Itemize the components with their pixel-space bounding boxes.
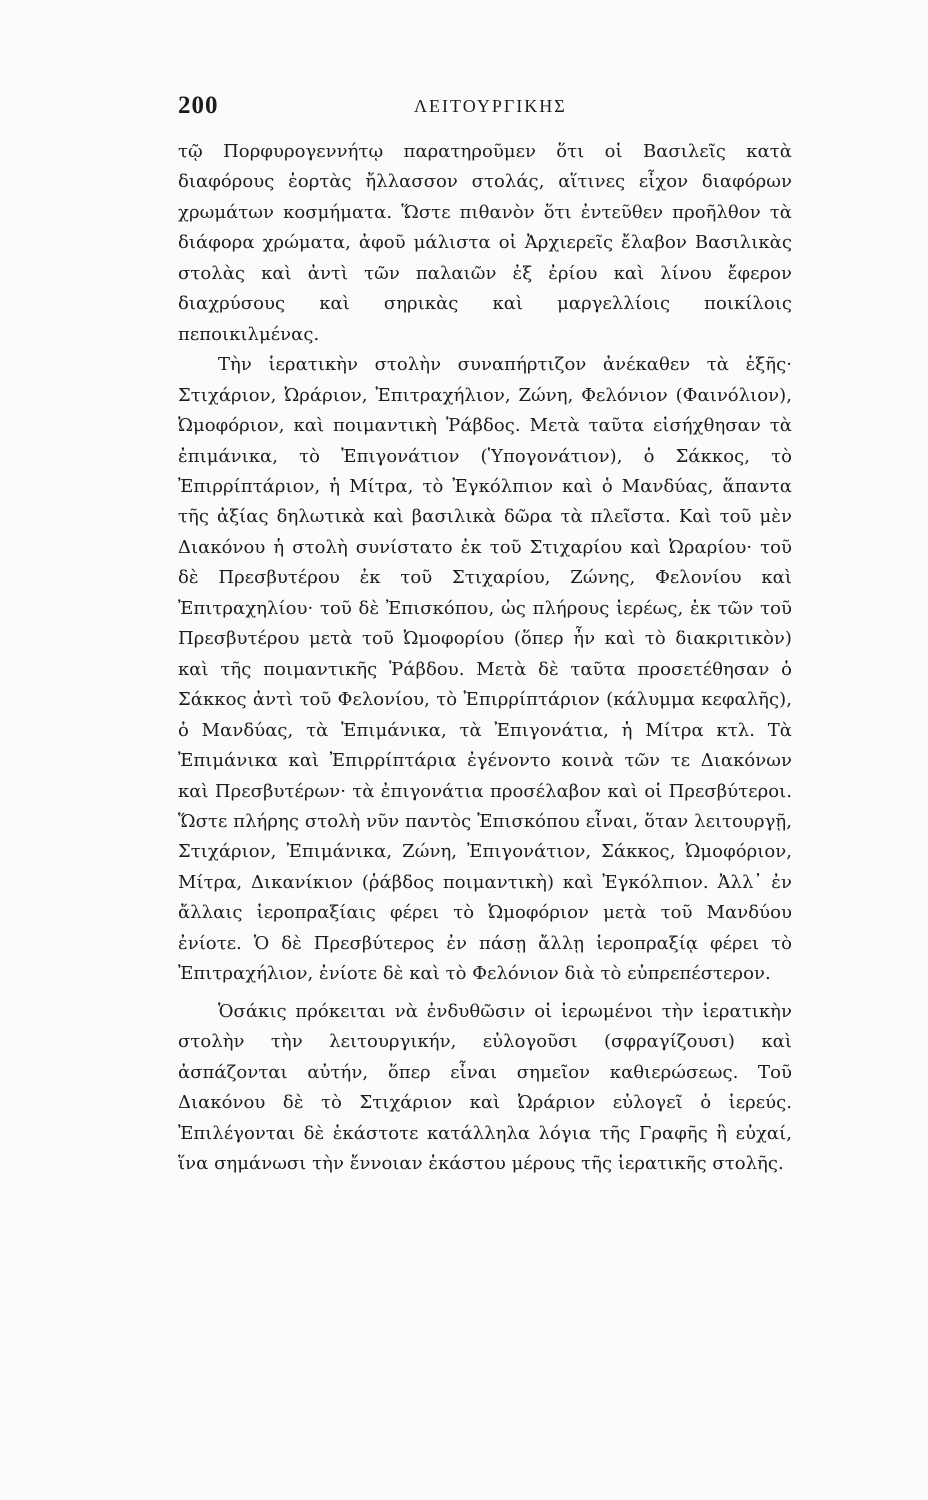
page-number: 200: [178, 92, 219, 119]
paragraph-vestments-list: Τὴν ἱερατικὴν στολὴν συναπήρτιζον ἀνέκαθεν τὰ ἑξῆς· Στιχάριον, Ὠράριον, Ἐπιτραχήλιον, Ζώνη, Φελόνιον (Φαινόλιον), Ὠμοφόριον, καὶ ποιμαντικὴ Ῥάβδος. Μετὰ ταῦτα εἰσήχθησαν τὰ ἐπιμάνικα, τὸ Ἐπιγονάτιον (Ὑπογονάτιον), ὁ Σάκκος, τὸ Ἐπιρρίπτάριον, ἡ Μίτρα, τὸ Ἐγκόλπιον καὶ ὁ Μανδύας, ἅπαντα τῆς ἀξίας δηλωτικὰ καὶ βασιλικὰ δῶρα τὰ πλεῖστα. Καὶ τοῦ μὲν Διακόνου ἡ στολὴ συνίστατο ἐκ τοῦ Στιχαρίου καὶ Ὠραρίου· τοῦ δὲ Πρεσβυτέρου ἐκ τοῦ Στιχαρίου, Ζώνης, Φελονίου καὶ Ἐπιτραχηλίου· τοῦ δὲ Ἐπισκόπου, ὡς πλήρους ἱερέως, ἐκ τῶν τοῦ Πρεσβυτέρου μετὰ τοῦ Ὠμοφορίου (ὅπερ ἦν καὶ τὸ διακριτικὸν) καὶ τῆς ποιμαντικῆς Ῥάβδου. Μετὰ δὲ ταῦτα προσετέθησαν ὁ Σάκκος ἀντὶ τοῦ Φελονίου, τὸ Ἐπιρρίπτάριον (κάλυμμα κεφαλῆς), ὁ Μανδύας, τὰ Ἐπιμάνικα, τὰ Ἐπιγονάτια, ἡ Μίτρα κτλ. Τὰ Ἐπιμάνικα καὶ Ἐπιρρίπτάρια ἐγένοντο κοινὰ τῶν τε Διακόνων καὶ Πρεσβυτέρων· τὰ ἐπιγονάτια προσέλαβον καὶ οἱ Πρεσβύτεροι. Ὥστε πλήρης στολὴ νῦν παντὸς Ἐπισκόπου εἶναι, ὅταν λειτουργῇ, Στιχάριον, Ἐπιμάνικα, Ζώνη, Ἐπιγονάτιον, Σάκκος, Ὠμοφόριον, Μίτρα, Δικανίκιον (ῥάβδος ποιμαντικὴ) καὶ Ἐγκόλπιον. Ἀλλ᾽ ἐν ἄλλαις ἱεροπραξίαις φέρει τὸ Ὠμοφόριον μετὰ τοῦ Μανδύου ἐνίοτε. Ὁ δὲ Πρεσβύτερος ἐν πάσῃ ἄλλῃ ἱεροπραξίᾳ φέρει τὸ Ἐπιτραχήλιον, ἐνίοτε δὲ καὶ τὸ Φελόνιον διὰ τὸ εὐπρεπέστερον.: [178, 354, 792, 985]
running-title: ΛΕΙΤΟΥΡΓΙΚΗΣ: [414, 96, 567, 116]
paragraph-blessing: Ὁσάκις πρόκειται νὰ ἐνδυθῶσιν οἱ ἱερωμένοι τὴν ἱερατικὴν στολὴν τὴν λειτουργικήν, εὐλογοῦσι (σφραγίζουσι) καὶ ἀσπάζονται αὐτήν, ὅπερ εἶναι σημεῖον καθιερώσεως. Τοῦ Διακόνου δὲ τὸ Στιχάριον καὶ Ὠράριον εὐλογεῖ ὁ ἱερεύς. Ἐπιλέγονται δὲ ἑκάστοτε κατάλληλα λόγια τῆς Γραφῆς ἢ εὐχαί, ἵνα σημάνωσι τὴν ἔννοιαν ἑκάστου μέρους τῆς ἱερατικῆς στολῆς.: [178, 1000, 792, 1174]
paragraph-continuation: τῷ Πορφυρογεννήτῳ παρατηροῦμεν ὅτι οἱ Βασιλεῖς κατὰ διαφόρους ἑορτὰς ἤλλασσον στολάς, αἵτινες εἶχον διαφόρων χρωμάτων κοσμήματα. Ὥστε πιθανὸν ὅτι ἐντεῦθεν προῆλθον τὰ διάφορα χρώματα, ἀφοῦ μάλιστα οἱ Ἀρχιερεῖς ἔλαβον Βασιλικὰς στολὰς καὶ ἀντὶ τῶν παλαιῶν ἐξ ἐρίου καὶ λίνου ἔφερον διαχρύσους καὶ σηρικὰς καὶ μαργελλίοις ποικίλοις πεποικιλμένας.: [178, 141, 792, 345]
body-text: [178, 137, 792, 1179]
page-header: [178, 92, 792, 126]
